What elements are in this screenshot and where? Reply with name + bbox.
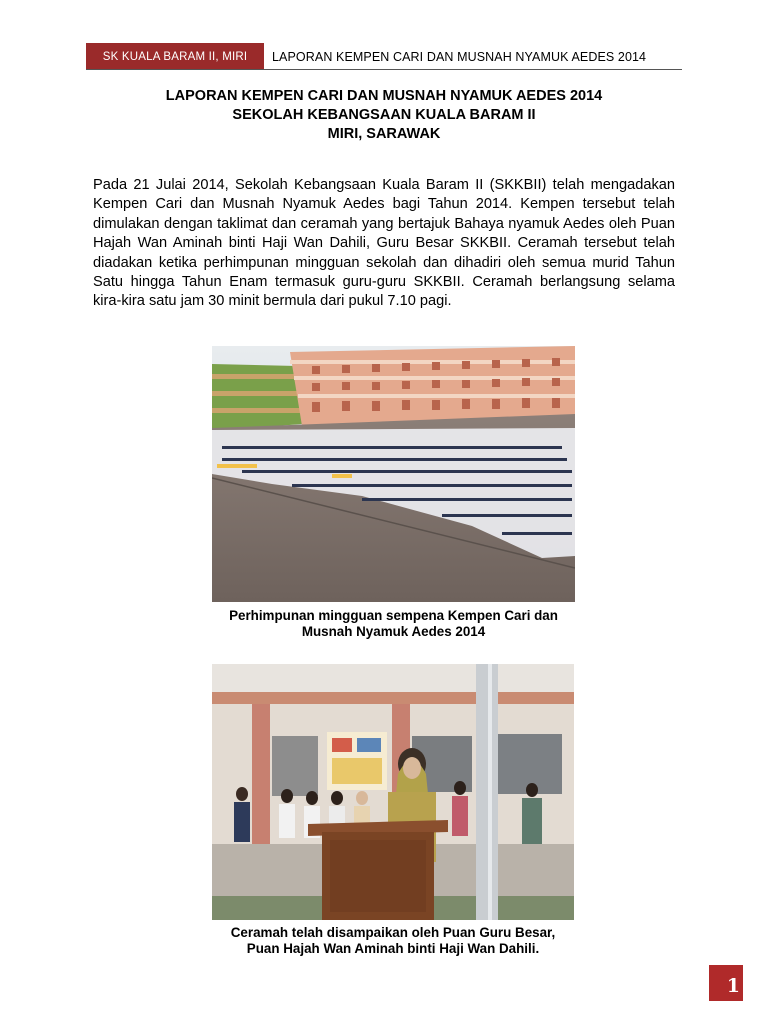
- title-line-2: SEKOLAH KEBANGSAAN KUALA BARAM II: [232, 107, 536, 123]
- header-report-title: LAPORAN KEMPEN CARI DAN MUSNAH NYAMUK AEDES 2014: [272, 49, 647, 64]
- caption-line: Ceramah telah disampaikan oleh Puan Guru Besar,: [230, 925, 556, 940]
- caption-line: Perhimpunan mingguan sempena Kempen Cari dan: [229, 608, 558, 623]
- document-title: [86, 87, 682, 144]
- title-line-3: MIRI, SARAWAK: [327, 126, 441, 142]
- speech-photo-caption: [212, 925, 574, 956]
- speech-photo: [212, 664, 574, 920]
- page-number: 1: [709, 965, 743, 1001]
- caption-line: Musnah Nyamuk Aedes 2014: [301, 623, 486, 639]
- assembly-photo-caption: [212, 608, 575, 639]
- title-line-1: LAPORAN KEMPEN CARI DAN MUSNAH NYAMUK AEDES 2014: [165, 88, 603, 104]
- assembly-photo: [212, 346, 575, 602]
- header-school-tag: SK KUALA BARAM II, MIRI: [86, 43, 264, 70]
- body-paragraph: Pada 21 Julai 2014, Sekolah Kebangsaan Kuala Baram II (SKKBII) telah mengadakan Kempen Cari dan Musnah Nyamuk Aedes bagi Tahun 2014. Kempen tersebut telah dimulakan dengan taklimat dan ceramah yang bertajuk Bahaya nyamuk Aedes oleh Puan Hajah Wan Aminah binti Haji Wan Dahili, Guru Besar SKKBII. Ceramah tersebut telah diadakan ketika perhimpunan mingguan sekolah dan dihadiri oleh semua murid Tahun Satu hingga Tahun Enam termasuk guru-guru SKKBII. Ceramah berlangsung selama kira-kira satu jam 30 minit bermula dari pukul 7.10 pagi.: [93, 177, 675, 310]
- caption-line: Puan Hajah Wan Aminah binti Haji Wan Dahili.: [246, 940, 540, 956]
- header-divider: [86, 69, 682, 70]
